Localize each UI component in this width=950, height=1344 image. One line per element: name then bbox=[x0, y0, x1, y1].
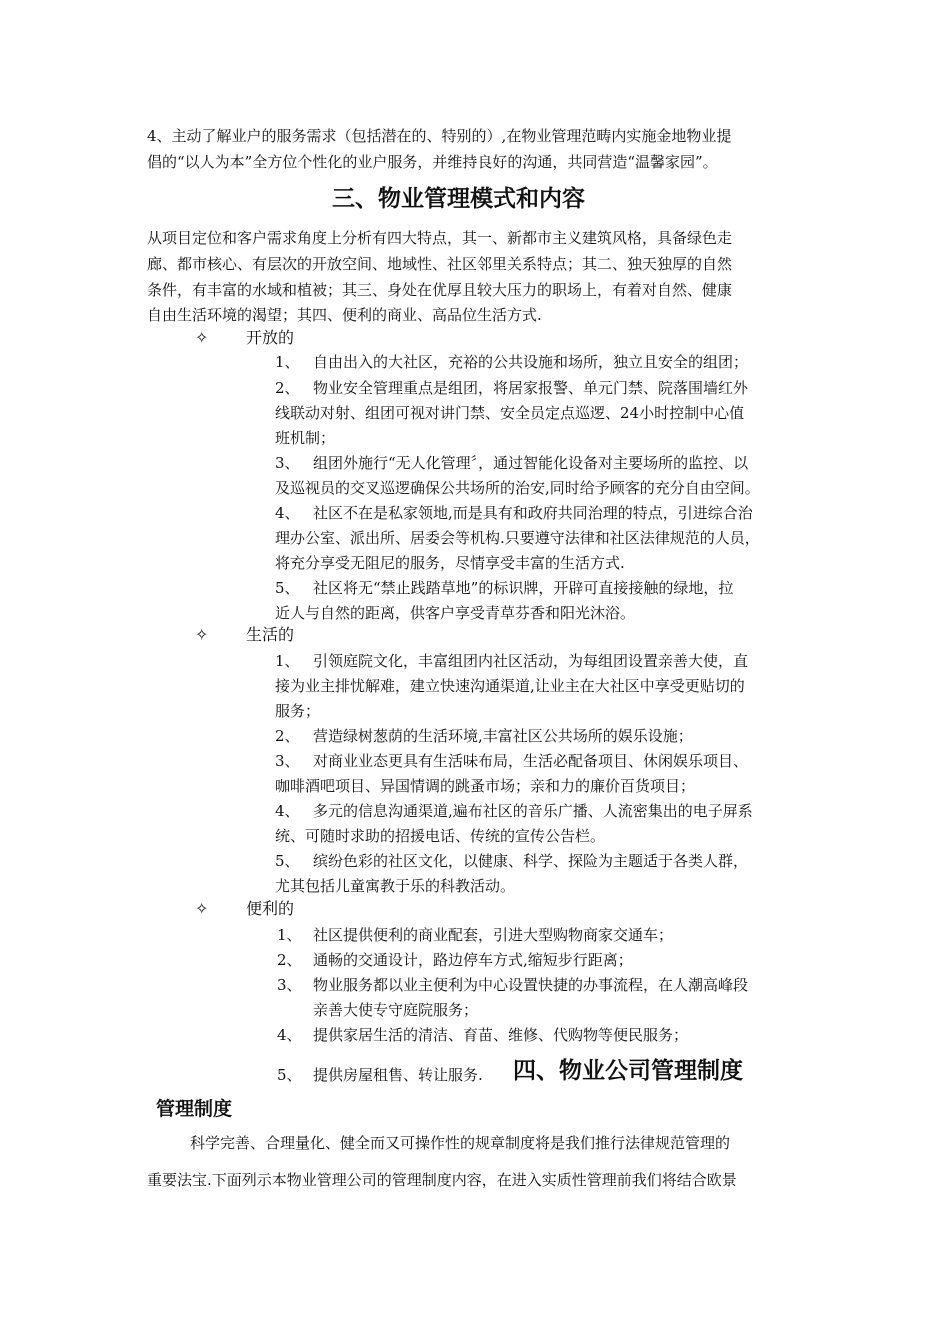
group-label-open: 开放的 bbox=[246, 328, 295, 347]
group-label-convenient: 便利的 bbox=[246, 899, 295, 918]
list-item-number: 5、 bbox=[275, 852, 300, 870]
list-item-line: 引领庭院文化，丰富组团内社区活动，为每组团设置亲善大使，直 bbox=[313, 652, 749, 670]
list-item-number: 2、 bbox=[277, 951, 302, 969]
list-item-line: 社区将无“禁止践踏草地”的标识牌，开辟可直接接触的绿地，拉 bbox=[313, 579, 734, 597]
list-item-line: 尤其包括儿童寓教于乐的科教活动。 bbox=[275, 877, 516, 895]
bullet-diamond-icon: ✧ bbox=[195, 328, 209, 347]
list-item-line: 物业安全管理重点是组团，将居家报警、单元门禁、院落围墙红外 bbox=[313, 379, 749, 397]
list-item-line: 接为业主排忧解难，建立快速沟通渠道,让业主在大社区中享受更贴切的 bbox=[275, 677, 745, 695]
list-item-number: 1、 bbox=[275, 353, 300, 371]
subsection-heading: 管理制度 bbox=[156, 1098, 233, 1120]
list-item-line: 缤纷色彩的社区文化，以健康、科学、探险为主题适于各类人群， bbox=[313, 852, 749, 870]
list-item-line: 社区不在是私家领地,而是具有和政府共同治理的特点，引进综合治 bbox=[313, 504, 753, 522]
list-item-line: 理办公室、派出所、居委会等机构.只要遵守法律和社区法律规范的人员， bbox=[275, 529, 760, 547]
list-item-number: 1、 bbox=[275, 652, 300, 670]
list-item-line: 提供房屋租售、转让服务. bbox=[313, 1066, 483, 1084]
section-3-para-line-1: 从项目定位和客户需求角度上分析有四大特点，其一、新都市主义建筑风格，具备绿色走 bbox=[147, 229, 733, 247]
section-3-para-line-3: 条件，有丰富的水域和植被；其三、身处在优厚且较大压力的职场上，有着对自然、健康 bbox=[147, 281, 733, 299]
list-item-number: 2、 bbox=[275, 379, 300, 397]
list-item-line: 组团外施行“无人化管理〞，通过智能化设备对主要场所的监控、以 bbox=[313, 454, 749, 472]
intro-line-1: 4、主动了解业户的服务需求（包括潜在的、特别的）,在物业管理范畴内实施金地物业提 bbox=[147, 127, 732, 145]
list-item-line: 物业服务都以业主便利为中心设置快捷的办事流程，在人潮高峰段 bbox=[313, 976, 749, 994]
list-item-number: 3、 bbox=[275, 752, 300, 770]
group-label-living: 生活的 bbox=[246, 625, 295, 644]
list-item-line: 提供家居生活的清洁、育苗、维修、代购物等便民服务； bbox=[313, 1026, 689, 1044]
list-item-number: 5、 bbox=[275, 579, 300, 597]
list-item-line: 班机制； bbox=[275, 429, 336, 447]
list-item-line: 线联动对射、组团可视对讲门禁、安全员定点巡逻、24小时控制中心值 bbox=[275, 404, 745, 422]
intro-line-2: 倡的“以人为本”全方位个性化的业户服务，并维持良好的沟通，共同营造“温馨家园”。 bbox=[147, 153, 718, 171]
list-item-line: 将充分享受无阻尼的服务，尽情享受丰富的生活方式. bbox=[275, 554, 625, 572]
section-3-para-line-2: 廊、都市核心、有层次的开放空间、地域性、社区邻里关系特点；其二、独天独厚的自然 bbox=[147, 255, 733, 273]
list-item-line: 多元的信息沟通渠道,遍布社区的音乐广播、人流密集出的电子屏系 bbox=[313, 802, 753, 820]
list-item-line: 通畅的交通设计，路边停车方式,缩短步行距离； bbox=[313, 951, 633, 969]
bullet-diamond-icon: ✧ bbox=[195, 625, 209, 644]
section-4-para-line-1: 科学完善、合理量化、健全而又可操作性的规章制度将是我们推行法律规范管理的 bbox=[190, 1134, 731, 1152]
list-item-number: 4、 bbox=[277, 1026, 302, 1044]
list-item-line: 服务； bbox=[275, 702, 321, 720]
list-item-number: 4、 bbox=[275, 504, 300, 522]
list-item-number: 4、 bbox=[275, 802, 300, 820]
list-item-line: 咖啡酒吧项目、异国情调的跳蚤市场；亲和力的廉价百货项目； bbox=[275, 777, 696, 795]
list-item-number: 3、 bbox=[275, 454, 300, 472]
bullet-diamond-icon: ✧ bbox=[195, 899, 209, 918]
section-3-para-line-4: 自由生活环境的渴望；其四、便利的商业、高品位生活方式. bbox=[147, 306, 542, 324]
list-item-number: 1、 bbox=[277, 926, 302, 944]
list-item-line: 营造绿树葱荫的生活环境,丰富社区公共场所的娱乐设施； bbox=[313, 727, 693, 745]
list-item-line: 及巡视员的交叉巡逻确保公共场所的治安,同时给予顾客的充分自由空间。 bbox=[275, 479, 760, 497]
section-4-para-line-2: 重要法宝.下面列示本物业管理公司的管理制度内容，在进入实质性管理前我们将结合欧景 bbox=[147, 1171, 737, 1189]
list-item-number: 3、 bbox=[277, 976, 302, 994]
list-item-line: 近人与自然的距离，供客户享受青草芬香和阳光沐浴。 bbox=[275, 604, 636, 622]
section-3-heading: 三、物业管理模式和内容 bbox=[332, 186, 585, 212]
section-4-heading: 四、物业公司管理制度 bbox=[513, 1058, 743, 1084]
list-item-line: 社区提供便利的商业配套，引进大型购物商家交通车； bbox=[313, 926, 674, 944]
list-item-line: 统、可随时求助的招援电话、传统的宣传公告栏。 bbox=[275, 827, 606, 845]
list-item-number: 2、 bbox=[275, 727, 300, 745]
list-item-line: 自由出入的大社区，充裕的公共设施和场所，独立且安全的组团； bbox=[313, 353, 749, 371]
list-item-line: 对商业业态更具有生活味布局，生活必配备项目、休闲娱乐项目、 bbox=[313, 752, 749, 770]
list-item-number: 5、 bbox=[277, 1066, 302, 1084]
list-item-line: 亲善大使专守庭院服务； bbox=[313, 1001, 479, 1019]
